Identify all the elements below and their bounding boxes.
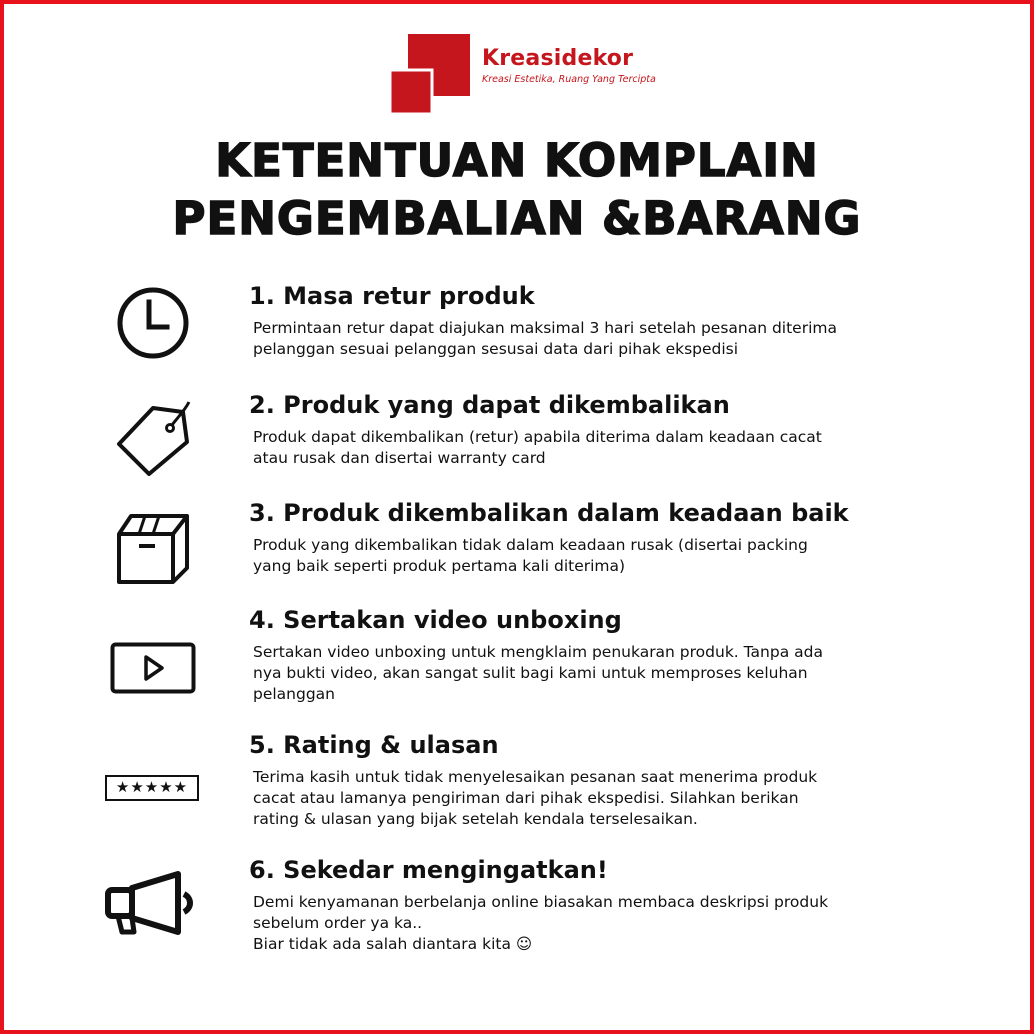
price-tag-icon [113,398,193,478]
rule-description-line: pelanggan sesuai pelanggan sesusai data dari pihak ekspedisi [253,340,739,358]
brand-logo [390,34,656,114]
rule-description-line: Biar tidak ada salah diantara kita ☺ [253,935,533,953]
rule-description-line: nya bukti video, akan sangat sulit bagi kami untuk memproses keluhan [253,664,808,682]
rule-description-line: Produk yang dikembalikan tidak dalam keadaan rusak (disertai packing [253,536,808,554]
rule-description-line: yang baik seperti produk pertama kali diterima) [253,557,626,575]
rule-description-line: sebelum order ya ka.. [253,914,423,932]
brand-tagline: Kreasi Estetika, Ruang Yang Tercipta [482,74,656,85]
rule-description [253,892,953,955]
rule-title: 6. Sekedar mengingatkan! [249,856,608,884]
rule-description-line: Terima kasih untuk tidak menyelesaikan pesanan saat menerima produk [253,768,818,786]
rule-description-line: rating & ulasan yang bijak setelah kendala terselesaikan. [253,810,698,828]
page-title-line-1: KETENTUAN KOMPLAIN [215,134,819,187]
star-rating-icon: ★★★★★ [105,775,199,801]
page-title-line-2: PENGEMBALIAN &BARANG [172,192,862,245]
rule-description-line: pelanggan [253,685,336,703]
rule-title: 4. Sertakan video unboxing [249,606,622,634]
rule-title: 1. Masa retur produk [249,282,535,310]
rule-title: 3. Produk dikembalikan dalam keadaan baik [249,499,849,527]
rule-description [253,427,953,469]
brand-name: Kreasidekor [482,46,634,71]
rule-title: 5. Rating & ulasan [249,731,499,759]
rule-description-line: Permintaan retur dapat diajukan maksimal 3 hari setelah pesanan diterima [253,319,837,337]
rule-description [253,767,953,830]
rule-description [253,318,953,360]
video-play-icon [110,642,196,694]
rule-description-line: Sertakan video unboxing untuk mengklaim penukaran produk. Tanpa ada [253,643,823,661]
rule-description-line: Produk dapat dikembalikan (retur) apabila diterima dalam keadaan cacat [253,428,822,446]
rule-description [253,535,953,577]
box-icon [115,512,191,586]
logo-squares-icon [390,34,472,114]
rule-description-line: Demi kenyamanan berbelanja online biasakan membaca deskripsi produk [253,893,829,911]
rule-description [253,642,953,705]
rule-description-line: cacat atau lamanya pengiriman dari pihak ekspedisi. Silahkan berikan [253,789,799,807]
clock-icon [116,286,190,360]
megaphone-icon [104,870,200,936]
rule-title: 2. Produk yang dapat dikembalikan [249,391,730,419]
rule-description-line: atau rusak dan disertai warranty card [253,449,546,467]
